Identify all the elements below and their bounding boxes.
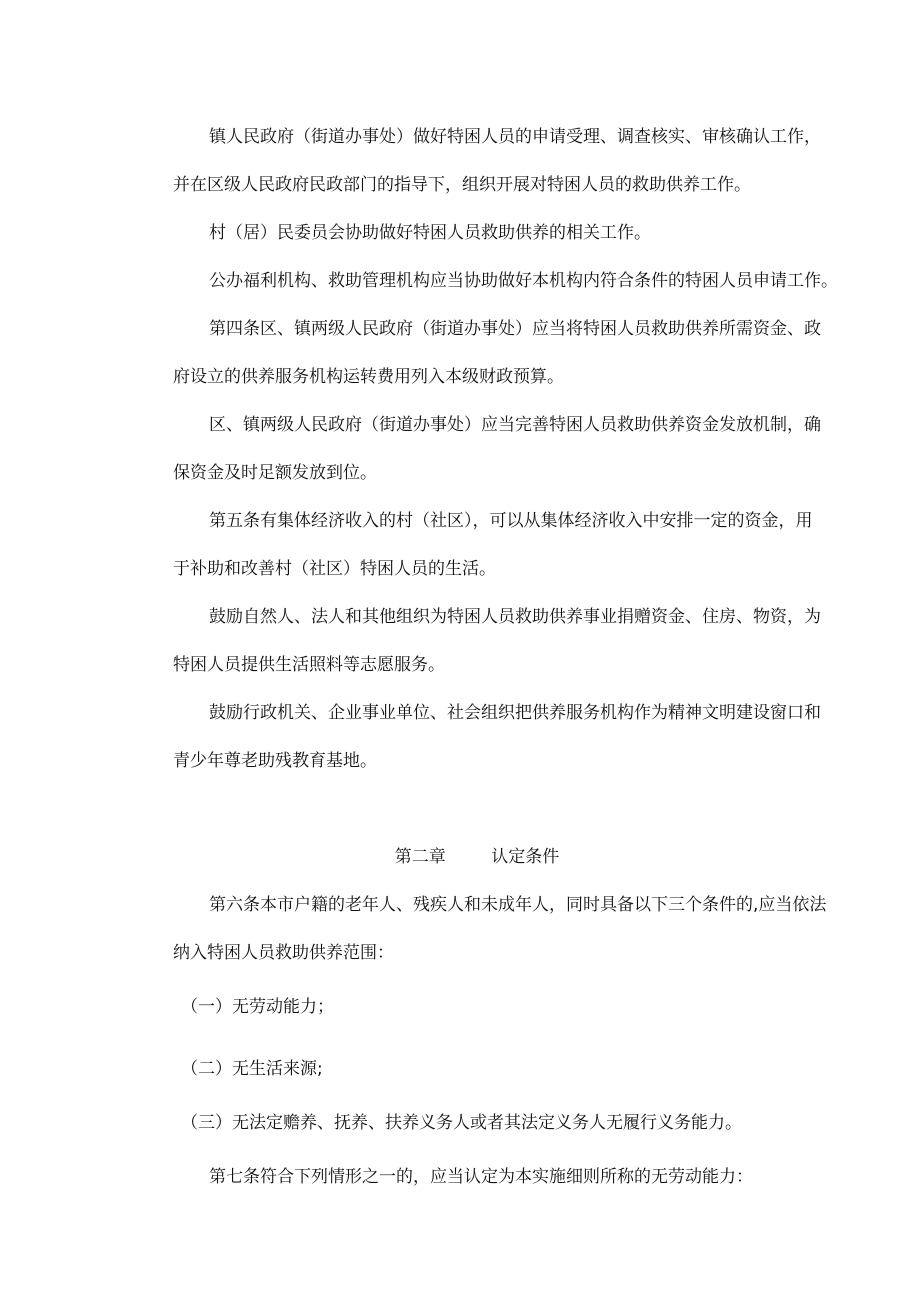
paragraph-civilization-base xyxy=(137,689,821,785)
text-line: 第六条本市户籍的老年人、残疾人和未成年人，同时具备以下三个条件的,应当依法 xyxy=(209,895,827,915)
text-line: 村（居）民委员会协助做好特困人员救助供养的相关工作。 xyxy=(209,223,651,243)
text-line: 府设立的供养服务机构运转费用列入本级财政预算。 xyxy=(173,367,564,387)
document-body xyxy=(137,113,838,1201)
paragraph-article-four xyxy=(137,305,821,401)
paragraph-article-five xyxy=(137,497,813,593)
text-line: 特困人员提供生活照料等志愿服务。 xyxy=(173,655,445,675)
text-line: 鼓励行政机关、企业事业单位、社会组织把供养服务机构作为精神文明建设窗口和 xyxy=(209,703,821,723)
chapter-heading-inner xyxy=(375,833,559,881)
paragraph-article-six xyxy=(137,881,827,977)
text-line: 第七条符合下列情形之一的，应当认定为本实施细则所称的无劳动能力： xyxy=(209,1167,753,1187)
paragraph-article-seven xyxy=(137,1153,797,1201)
text-line: 镇人民政府（街道办事处）做好特困人员的申请受理、调查核实、审核确认工作， xyxy=(209,127,821,147)
text-line: 于补助和改善村（社区）特困人员的生活。 xyxy=(173,559,496,579)
text-line: 纳入特困人员救助供养范围： xyxy=(173,943,394,963)
text-line: 公办福利机构、救助管理机构应当协助做好本机构内符合条件的特困人员申请工作。 xyxy=(209,271,838,291)
paragraph-township-duties xyxy=(137,113,821,209)
text-line: 鼓励自然人、法人和其他组织为特困人员救助供养事业捐赠资金、住房、物资，为 xyxy=(209,607,821,627)
text-line: 青少年尊老助残教育基地。 xyxy=(173,751,377,771)
text-line: 第五条有集体经济收入的村（社区），可以从集体经济收入中安排一定的资金，用 xyxy=(209,511,813,531)
chapter-heading xyxy=(137,833,797,881)
list-item: （三）无法定赡养、抚养、扶养义务人或者其法定义务人无履行义务能力。 xyxy=(181,1113,742,1133)
chapter-title: 认定条件 xyxy=(491,847,560,867)
paragraph-donations xyxy=(137,593,821,689)
text-line: 并在区级人民政府民政部门的指导下，组织开展对特困人员的救助供养工作。 xyxy=(173,175,751,195)
text-line: 保资金及时足额发放到位。 xyxy=(173,463,377,483)
list-item: （二）无生活来源; xyxy=(181,1059,323,1079)
text-line: 区、镇两级人民政府（街道办事处）应当完善特困人员救助供养资金发放机制，确 xyxy=(209,415,821,435)
text-line: 第四条区、镇两级人民政府（街道办事处）应当将特困人员救助供养所需资金、政 xyxy=(209,319,821,339)
paragraph-public-institutions xyxy=(137,257,838,305)
list-item: （一）无劳动能力； xyxy=(181,997,334,1017)
paragraph-village-committee xyxy=(137,209,797,257)
paragraph-funding-mechanism xyxy=(137,401,821,497)
chapter-number: 第二章 xyxy=(394,847,446,867)
spacer xyxy=(137,785,797,833)
